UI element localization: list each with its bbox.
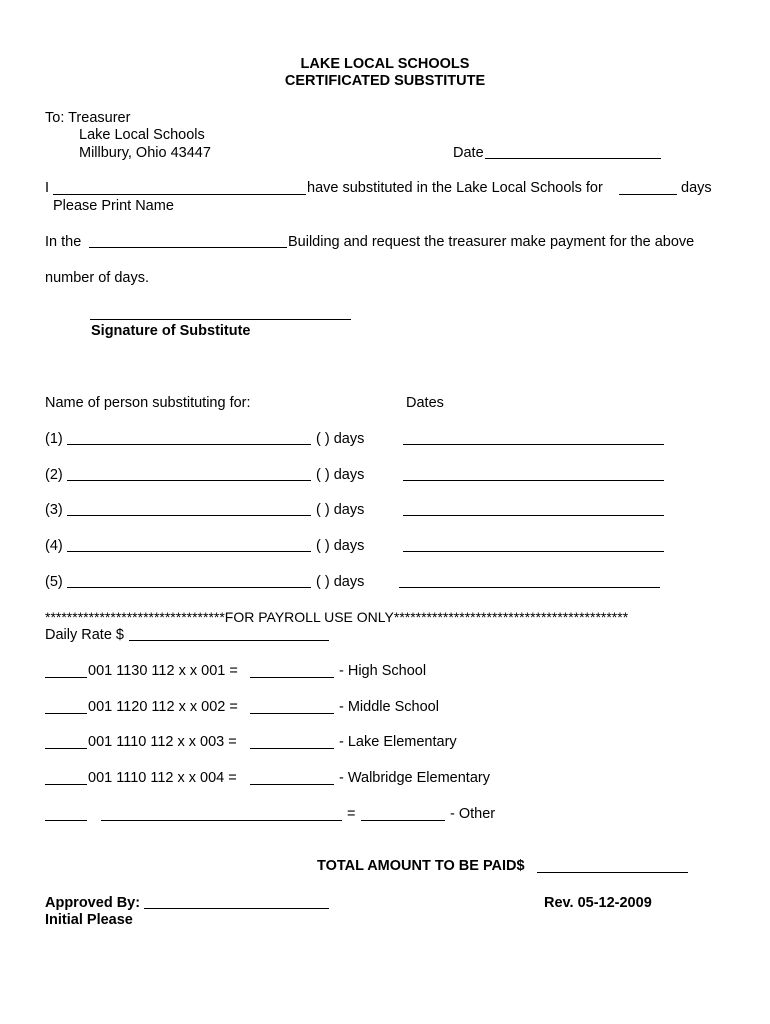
daily-rate-label: Daily Rate $ [45, 627, 124, 643]
building-field[interactable] [89, 247, 287, 248]
code-4-school: - Walbridge Elementary [339, 770, 490, 786]
code-4-amount-field[interactable] [250, 784, 334, 785]
code-3-amount-field[interactable] [250, 748, 334, 749]
code-2-label: 001 1120 112 x x 002 = [88, 699, 238, 715]
row-1-dates-field[interactable] [403, 444, 664, 445]
date-field[interactable] [485, 158, 661, 159]
in-the-label: In the [45, 234, 82, 250]
signature-label: Signature of Substitute [91, 323, 251, 339]
signature-field[interactable] [90, 319, 351, 320]
initial-please-label: Initial Please [45, 912, 133, 928]
days-label: days [681, 180, 712, 196]
daily-rate-field[interactable] [129, 640, 329, 641]
row-4-dates-field[interactable] [403, 551, 664, 552]
other-amount-field[interactable] [361, 820, 445, 821]
row-1-days: ( ) days [316, 431, 365, 447]
total-amount-field[interactable] [537, 872, 688, 873]
dates-label: Dates [406, 395, 444, 411]
row-4-name-field[interactable] [67, 551, 311, 552]
address-line3: Millbury, Ohio 43447 [79, 145, 211, 161]
code-1-label: 001 1130 112 x x 001 = [88, 663, 238, 679]
revision-label: Rev. 05-12-2009 [544, 895, 652, 911]
code-2-check-field[interactable] [45, 713, 87, 714]
row-3-dates-field[interactable] [403, 515, 664, 516]
approved-by-field[interactable] [144, 908, 329, 909]
code-4-check-field[interactable] [45, 784, 87, 785]
row-5-number: (5) [45, 574, 63, 590]
row-5-name-field[interactable] [67, 587, 311, 588]
other-code-field[interactable] [101, 820, 342, 821]
code-1-amount-field[interactable] [250, 677, 334, 678]
date-label: Date [453, 145, 484, 161]
name-substituting-label: Name of person substituting for: [45, 395, 251, 411]
total-label: TOTAL AMOUNT TO BE PAID$ [317, 858, 525, 874]
code-3-school: - Lake Elementary [339, 734, 457, 750]
row-4-number: (4) [45, 538, 63, 554]
code-1-school: - High School [339, 663, 427, 679]
code-1-check-field[interactable] [45, 677, 87, 678]
payroll-banner: *********************************FOR PAYROLL USE ONLY******************************************* [45, 609, 629, 625]
other-equals: = [347, 806, 356, 822]
row-5-dates-field[interactable] [399, 587, 660, 588]
row-3-number: (3) [45, 502, 63, 518]
substitute-name-field[interactable] [53, 194, 306, 195]
address-line2: Lake Local Schools [79, 127, 205, 143]
row-1-number: (1) [45, 431, 63, 447]
code-3-check-field[interactable] [45, 748, 87, 749]
form-title: LAKE LOCAL SCHOOLS [300, 56, 470, 72]
code-4-label: 001 1110 112 x x 004 = [88, 770, 237, 786]
address-to: To: Treasurer [45, 110, 131, 126]
row-4-days: ( ) days [316, 538, 365, 554]
row-3-days: ( ) days [316, 502, 365, 518]
approved-by-label: Approved By: [45, 895, 141, 911]
row-1-name-field[interactable] [67, 444, 311, 445]
row-2-dates-field[interactable] [403, 480, 664, 481]
row-2-days: ( ) days [316, 467, 365, 483]
other-label: - Other [450, 806, 496, 822]
substituted-text: have substituted in the Lake Local Schools for [307, 180, 603, 196]
other-check-field[interactable] [45, 820, 87, 821]
code-2-school: - Middle School [339, 699, 439, 715]
row-5-days: ( ) days [316, 574, 365, 590]
print-name-label: Please Print Name [53, 198, 174, 214]
row-3-name-field[interactable] [67, 515, 311, 516]
form-subtitle: CERTIFICATED SUBSTITUTE [284, 73, 486, 89]
i-label: I [45, 180, 50, 196]
building-request-text: Building and request the treasurer make payment for the above [288, 234, 695, 250]
row-2-name-field[interactable] [67, 480, 311, 481]
row-2-number: (2) [45, 467, 63, 483]
number-of-days-text: number of days. [45, 270, 149, 286]
code-3-label: 001 1110 112 x x 003 = [88, 734, 237, 750]
days-count-field[interactable] [619, 194, 677, 195]
code-2-amount-field[interactable] [250, 713, 334, 714]
